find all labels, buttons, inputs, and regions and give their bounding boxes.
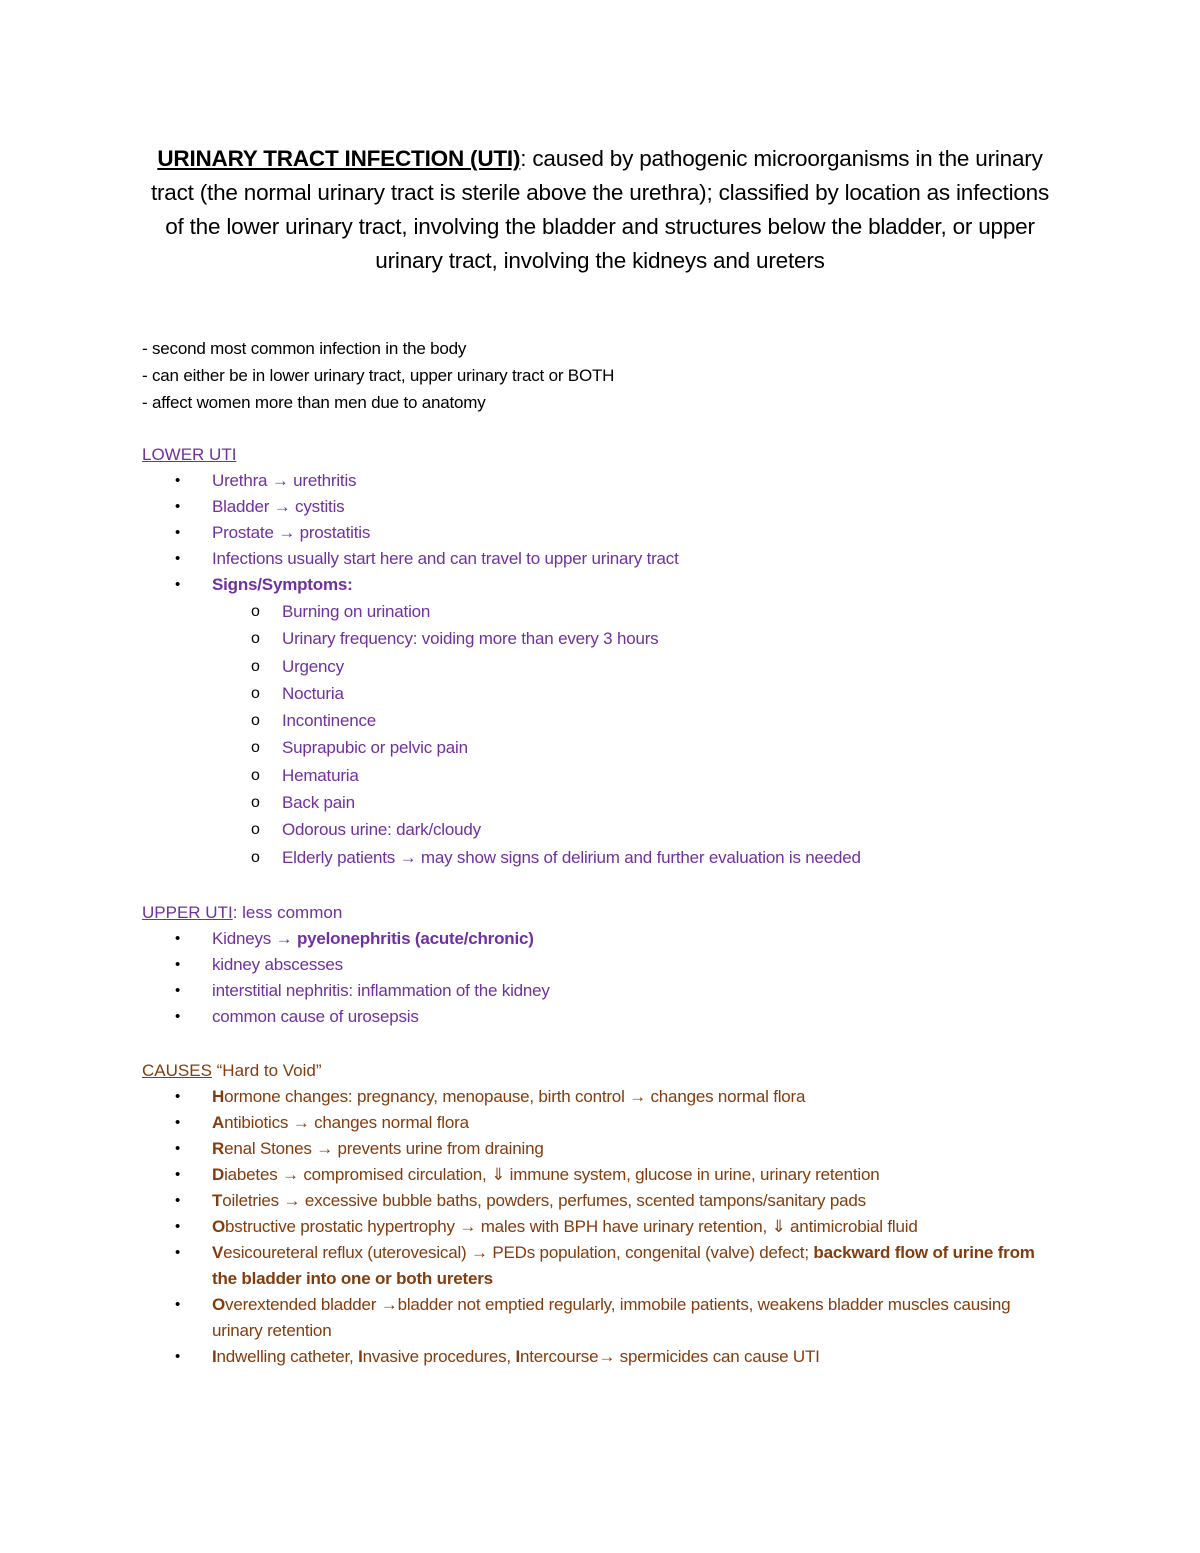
bullet-icon: • <box>175 1244 181 1261</box>
cause-item: • Vesicoureteral reflux (uterovesical) → PEDs population, congenital (valve) defect; backward flow of urine from the bladder into one or both ureters <box>142 1240 1042 1292</box>
symptom-item: o Urgency <box>142 653 1042 680</box>
bullet-icon: • <box>175 930 181 947</box>
document-title <box>150 142 1050 278</box>
arrow-icon: → <box>292 1113 310 1132</box>
lower-uti-heading: LOWER UTI <box>142 445 237 464</box>
sub-bullet-icon: o <box>251 603 260 620</box>
symptom-item: o Hematuria <box>142 762 1042 789</box>
arrow-icon: → <box>399 847 417 867</box>
arrow-icon: → <box>471 1243 488 1262</box>
intro-line: - second most common infection in the body <box>142 339 467 358</box>
title-definition: : caused by pathogenic microorganisms in the urinary tract (the normal urinary tract is sterile above the urethra); classified by location as infections of the lower urinary tract, involving the bladder and structures below the bladder, or upper urinary tract, involving the kidneys and ureters <box>150 146 1050 273</box>
list-item: • common cause of urosepsis <box>142 1004 1042 1030</box>
symptom-item: o Nocturia <box>142 680 1042 707</box>
bullet-icon: • <box>175 1348 181 1365</box>
causes-mnemonic: “Hard to Void” <box>211 1061 322 1080</box>
cause-item: • Diabetes → compromised circulation, ⇓ immune system, glucose in urine, urinary retention <box>142 1162 1042 1188</box>
sub-bullet-icon: o <box>251 630 260 648</box>
symptom-item: o Back pain <box>142 789 1042 816</box>
arrow-icon: → <box>380 1295 398 1314</box>
bullet-icon: • <box>175 524 181 541</box>
intro-line: - can either be in lower urinary tract, upper urinary tract or BOTH <box>142 366 615 385</box>
arrow-icon: → <box>316 1139 334 1158</box>
sub-bullet-icon: o <box>251 712 260 730</box>
upper-uti-note: : less common <box>232 903 343 922</box>
upper-uti-section <box>142 899 1042 1030</box>
lower-uti-section <box>142 441 1042 871</box>
arrow-icon: → <box>275 929 293 948</box>
bullet-icon: • <box>175 1192 181 1209</box>
cause-item: • Hormone changes: pregnancy, menopause, birth control → changes normal flora <box>142 1084 1042 1110</box>
bullet-icon: • <box>175 472 181 489</box>
bullet-icon: • <box>175 498 181 515</box>
list-item: • Infections usually start here and can travel to upper urinary tract <box>142 546 1042 572</box>
bullet-icon: • <box>175 1008 181 1025</box>
upper-uti-heading: UPPER UTI <box>142 903 233 922</box>
symptom-item: o Suprapubic or pelvic pain <box>142 734 1042 761</box>
causes-section <box>142 1057 1042 1370</box>
list-item <box>142 572 1042 598</box>
list-item: • Bladder → cystitis <box>142 494 1042 520</box>
title-term: URINARY TRACT INFECTION (UTI) <box>157 146 521 171</box>
sub-bullet-icon: o <box>251 657 260 675</box>
list-item: • Urethra → urethritis <box>142 468 1042 494</box>
symptom-item: o Urinary frequency: voiding more than every 3 hours <box>142 625 1042 652</box>
bullet-icon: • <box>175 550 181 567</box>
symptom-item: o Incontinence <box>142 707 1042 734</box>
list-item: • interstitial nephritis: inflammation of the kidney <box>142 978 1042 1004</box>
arrow-icon: → <box>283 1191 301 1210</box>
sub-bullet-icon: o <box>251 821 260 839</box>
causes-heading: CAUSES <box>142 1061 212 1080</box>
bullet-icon: • <box>175 982 181 999</box>
bullet-icon: • <box>175 1218 181 1235</box>
bullet-icon: • <box>175 1166 181 1183</box>
cause-item: • Indwelling catheter, Invasive procedures, Intercourse→ spermicides can cause UTI <box>142 1344 1042 1370</box>
arrow-icon: → <box>282 1165 299 1184</box>
arrow-icon: → <box>271 471 289 490</box>
sub-bullet-icon: o <box>251 848 260 866</box>
cause-item: • Renal Stones → prevents urine from draining <box>142 1136 1042 1162</box>
symptom-item: o Elderly patients → may show signs of delirium and further evaluation is needed <box>142 844 1042 871</box>
cause-item: • Overextended bladder →bladder not emptied regularly, immobile patients, weakens bladder muscles causing urinary retention <box>142 1292 1042 1344</box>
bullet-icon: • <box>175 956 181 973</box>
intro-list <box>142 335 614 416</box>
bullet-icon: • <box>175 1114 181 1131</box>
arrow-icon: → <box>278 523 296 542</box>
cause-item: • Toiletries → excessive bubble baths, powders, perfumes, scented tampons/sanitary pads <box>142 1188 1042 1214</box>
arrow-icon: → <box>273 497 291 516</box>
arrow-icon: → <box>598 1347 616 1366</box>
symptom-item: o Burning on urination <box>142 598 1042 625</box>
signs-symptoms-label: Signs/Symptoms: <box>212 575 353 594</box>
list-item: • Kidneys → pyelonephritis (acute/chronic) <box>142 926 1042 952</box>
intro-line: - affect women more than men due to anatomy <box>142 393 486 412</box>
sub-bullet-icon: o <box>251 684 260 702</box>
bullet-icon: • <box>175 1296 181 1313</box>
sub-bullet-icon: o <box>251 766 260 784</box>
arrow-icon: → <box>629 1087 646 1106</box>
cause-item: • Antibiotics → changes normal flora <box>142 1110 1042 1136</box>
sub-bullet-icon: o <box>251 739 260 757</box>
list-item: • kidney abscesses <box>142 952 1042 978</box>
cause-item: • Obstructive prostatic hypertrophy → males with BPH have urinary retention, ⇓ antimicrobial fluid <box>142 1214 1042 1240</box>
sub-bullet-icon: o <box>251 794 260 812</box>
bullet-icon: • <box>175 576 181 593</box>
symptom-item: o Odorous urine: dark/cloudy <box>142 816 1042 843</box>
list-item: • Prostate → prostatitis <box>142 520 1042 546</box>
arrow-icon: → <box>459 1217 477 1236</box>
bullet-icon: • <box>175 1088 181 1105</box>
bullet-icon: • <box>175 1140 181 1157</box>
